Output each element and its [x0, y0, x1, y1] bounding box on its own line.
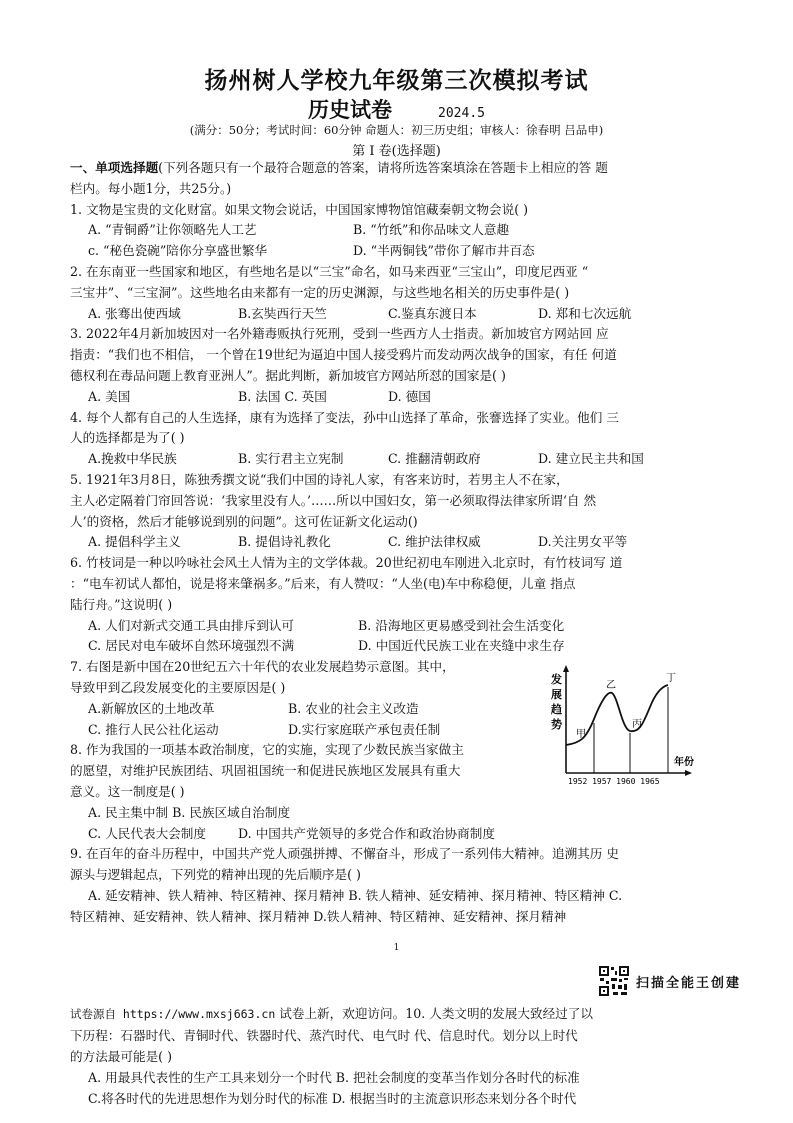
q2-option-a: A. 张骞出使西域 — [88, 305, 181, 321]
q1-option-d: D. “半两铜钱”带你了解市井百态 — [353, 243, 535, 259]
stage-label-jia: 甲 — [576, 729, 586, 740]
q1-option-b: B. “竹纸”和你品味文人意趣 — [353, 222, 510, 238]
question-8-stem-line1: 8. 作为我国的一项基本政治制度，它的实施，实现了少数民族当家做主 — [70, 742, 464, 758]
question-7-options-row2 — [70, 720, 540, 741]
question-5-stem-line3: 人’的资格，然后才能够说到别的问题”。这可佐证新文化运动() — [70, 513, 418, 529]
y-label-3: 趋 — [551, 703, 562, 716]
question-8-options-row1 — [70, 803, 702, 824]
question-4-options — [70, 449, 702, 470]
stage-label-ding: 丁 — [666, 673, 676, 684]
question-4-stem-line1: 4. 每个人都有自己的人生选择，康有为选择了变法，孙中山选择了革命，张謇选择了实业。他们 三 — [70, 409, 619, 425]
question-1-stem: 1. 文物是宝贵的文化财富。如果文物会说话，中国国家博物馆馆藏秦朝文物会说( ) — [70, 201, 529, 217]
section-instruction-cont: 栏内。每小题1分，共25分。) — [70, 180, 232, 196]
exam-date: 2024.5 — [438, 106, 485, 121]
question-5-stem-line1: 5. 1921年3月8日，陈独秀撰文说“我们中国的诗礼人家，有客来访时，若男主人不在家， — [70, 471, 569, 487]
agriculture-trend-figure — [550, 663, 700, 785]
subject-title: 历史试卷 — [308, 97, 393, 122]
question-7-block — [70, 657, 540, 803]
q2-option-d: D. 郑和七次远航 — [538, 305, 632, 321]
question-2-options — [70, 304, 702, 325]
y-axis-arrow — [563, 665, 569, 672]
question-4-stem-line2: 人的选择都是为了( ) — [70, 430, 185, 446]
question-1-options-row2 — [70, 241, 702, 262]
question-6-stem-line2: ：“电车初试人都怕，说是将来肇祸多。”后来，有人赞叹：“人坐(电)车中称稳便，儿童 指点 — [70, 575, 576, 591]
question-6-options-row1 — [70, 616, 702, 637]
question-10-stem-line1 — [70, 1003, 702, 1025]
section-title: 一、单项选择题 — [70, 160, 159, 175]
qr-code-icon — [598, 965, 630, 997]
q1-option-c: c. “秘色瓷碗”陪你分享盛世繁华 — [88, 243, 268, 259]
q7-option-b: B. 农业的社会主义改造 — [288, 700, 419, 716]
stage-label-bing: 丙 — [632, 719, 642, 730]
q6-option-c: C. 居民对电车破坏自然环境强烈不满 — [88, 638, 295, 654]
x-axis-arrow — [685, 770, 692, 776]
question-9-stem-line2: 源头与逻辑起点，下列党的精神出现的先后顺序是( ) — [70, 867, 361, 883]
q3-option-d: D. 德国 — [388, 388, 431, 404]
question-7-stem-line2: 导致甲到乙段发展变化的主要原因是( ) — [70, 679, 286, 695]
question-1-options-row1 — [70, 220, 702, 241]
scanner-label: 扫描全能王创建 — [636, 975, 742, 991]
q7-option-c: C. 推行人民公社化运动 — [88, 721, 219, 737]
q1-option-a: A. “青铜爵”让你领略先人工艺 — [88, 222, 257, 238]
page-number: 1 — [393, 943, 400, 953]
q3-option-bc: B. 法国 C. 英国 — [238, 388, 327, 404]
q2-option-c: C.鉴真东渡日本 — [388, 305, 477, 321]
scanner-watermark — [598, 965, 741, 997]
q6-option-a: A. 人们对新式交通工具由排斥到认可 — [88, 617, 295, 633]
q5-option-c: C. 维护法律权威 — [388, 534, 481, 550]
q8-option-c: C. 人民代表大会制度 — [88, 825, 206, 841]
question-6-stem-line1: 6. 竹枝词是一种以吟咏社会风土人情为主的文学体裁。20世纪初电车刚进入北京时，有竹枝词写 道 — [70, 555, 623, 571]
question-9-stem-line1: 9. 在百年的奋斗历程中，中国共产党人顽强拼搏、不懈奋斗，形成了一系列伟大精神。追溯其历 史 — [70, 846, 619, 862]
question-7-stem-line1: 7. 右图是新中国在20世纪五六十年代的农业发展趋势示意图。其中， — [70, 659, 455, 675]
q5-option-b: B. 提倡诗礼教化 — [238, 534, 331, 550]
q8-option-d: D. 中国共产党领导的多党合作和政治协商制度 — [238, 825, 495, 841]
q4-option-c: C. 推翻清朝政府 — [388, 451, 481, 467]
q4-option-a: A.挽救中华民族 — [88, 451, 177, 467]
q4-option-b: B. 实行君主立宪制 — [238, 451, 344, 467]
q7-option-d: D.实行家庭联产承包责任制 — [288, 721, 441, 737]
question-10-block — [70, 1003, 702, 1109]
stage-label-yi: 乙 — [606, 680, 616, 691]
question-3-stem-line2: 指责：“我们也不相信， 一个曾在19世纪为逼迫中国人接受鸦片而发动两次战争的国家，有任 何道 — [70, 347, 617, 363]
exam-title: 扬州树人学校九年级第三次模拟考试 — [204, 67, 589, 94]
q5-option-d: D.关注男女平等 — [538, 534, 628, 550]
question-8-options-row2 — [70, 824, 702, 845]
question-10-stem-start: 试卷上新，欢迎访问。10. 人类文明的发展大致经过了以 — [275, 1006, 593, 1021]
question-2-stem-line1: 2. 在东南亚一些国家和地区，有些地名是以“三宝”命名，如马来西亚“三宝山”，印度尼西亚 “ — [70, 263, 589, 279]
question-5-stem-line2: 主人必定隔着门帘回答说：‘我家里没有人。’……所以中国妇女，第一必须取得法律家所谓‘自 然 — [70, 492, 597, 508]
q6-option-b: B. 沿海地区更易感受到社会生活变化 — [358, 617, 565, 633]
question-10-options-cd: C.将各时代的先进思想作为划分时代的标准 D. 根据当时的主流意识形态来划分各个时代 — [88, 1091, 577, 1106]
q8-option-ab: A. 民主集中制 B. 民族区域自治制度 — [88, 804, 291, 820]
x-axis-label: 年份 — [674, 757, 694, 768]
question-5-options — [70, 532, 702, 553]
question-10-stem-line3: 的方法最可能是( ) — [70, 1049, 172, 1064]
q7-option-a: A.新解放区的土地改革 — [88, 700, 215, 716]
question-6-options-row2 — [70, 636, 702, 657]
y-label-4: 势 — [551, 718, 562, 731]
exam-subtitle — [0, 94, 793, 124]
questions-body — [70, 158, 702, 927]
part-heading: 第 I 卷(选择题) — [352, 144, 441, 159]
y-label-2: 展 — [551, 688, 562, 701]
q3-option-a: A. 美国 — [88, 388, 131, 404]
question-6-stem-line3: 陆行舟。”这说明( ) — [70, 596, 173, 612]
question-10-options-ab: A. 用最具代表性的生产工具来划分一个时代 B. 把社会制度的变革当作划分各时代的标准 — [88, 1070, 580, 1085]
question-8-stem-line3: 意义。这一制度是( ) — [70, 783, 185, 799]
question-3-stem-line1: 3. 2022年4月新加坡因对一名外籍毒贩执行死刑，受到一些西方人士指责。新加坡官方网站回 应 — [70, 326, 609, 342]
question-8-stem-line2: 的愿望，对维护民族团结、巩固祖国统一和促进民族地区发展具有重大 — [70, 763, 461, 779]
x-tick-labels: 1952 1957 1960 1965 — [568, 777, 660, 785]
question-9-options-line2: 特区精神、延安精神、铁人精神、探月精神 D.铁人精神、特区精神、延安精神、探月精神 — [70, 908, 567, 924]
question-3-stem-line3: 德权利在毒品问题上教育亚洲人”。据此判断，新加坡官方网站所怼的国家是( ) — [70, 367, 506, 383]
question-3-options — [70, 387, 702, 408]
q5-option-a: A. 提倡科学主义 — [88, 534, 181, 550]
question-2-stem-line2: 三宝井”、“三宝洞”。这些地名由来都有一定的历史渊源，与这些地名相关的历史事件是( ) — [70, 284, 570, 300]
source-url-text: 试卷源自 https://www.mxsj663.cn — [70, 1007, 276, 1021]
q4-option-d: D. 建立民主共和国 — [538, 451, 644, 467]
section-instruction: (下列各题只有一个最符合题意的答案，请将所选答案填涂在答题卡上相应的答 题 — [158, 160, 608, 175]
q6-option-d: D. 中国近代民族工业在夹缝中求生存 — [358, 638, 565, 654]
question-9-options-line1: A. 延安精神、铁人精神、特区精神、探月精神 B. 铁人精神、延安精神、探月精神、特区精神 C. — [88, 887, 623, 903]
y-label-1: 发 — [551, 673, 562, 686]
section-heading — [70, 158, 702, 179]
question-10-stem-line2: 下历程：石器时代、青铜时代、铁器时代、蒸汽时代、电气时 代、信息时代。划分以上时代 — [70, 1028, 578, 1043]
q2-option-b: B.玄奘西行天竺 — [238, 305, 327, 321]
question-7-options-row1 — [70, 699, 540, 720]
exam-meta: (满分：50分；考试时间：60分钟 命题人：初三历史组；审核人：徐春明 吕品申) — [189, 123, 604, 137]
